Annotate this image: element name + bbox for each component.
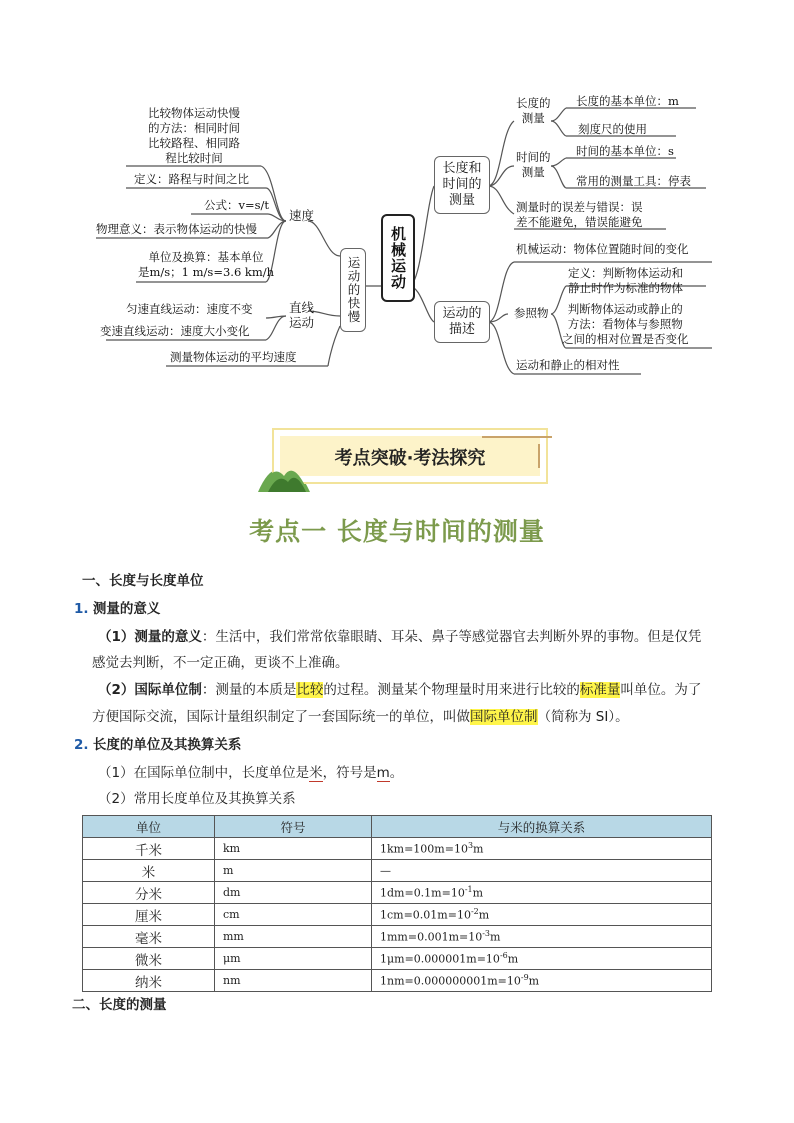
mechanical-motion-def: 机械运动：物体位置随时间的变化 xyxy=(516,242,689,256)
speed-physical-meaning: 物理意义：表示物体运动的快慢 xyxy=(96,222,257,236)
table-header-row xyxy=(83,816,712,838)
speed-definition: 定义：路程与时间之比 xyxy=(134,172,249,186)
time-unit: 时间的基本单位：s xyxy=(576,144,674,158)
mind-map-speed-branch: 运动的快慢 xyxy=(340,248,366,332)
point-1b-paragraph-cont: 方便国际交流，国际计量组织制定了一套国际统一的单位，叫做国际单位制（简称为 SI）。 xyxy=(92,709,629,725)
point-1a-paragraph: （1）测量的意义：生活中，我们常常依靠眼睛、耳朵、鼻子等感觉器官去判断外界的事物。但是仅凭 xyxy=(98,629,702,645)
header-symbol: 符号 xyxy=(215,816,372,838)
reference-definition: 定义：判断物体运动和 静止时作为标准的物体 xyxy=(568,266,683,295)
point-2a-paragraph: （1）在国际单位制中，长度单位是米，符号是m。 xyxy=(98,765,404,781)
time-tool: 常用的测量工具：停表 xyxy=(576,174,691,188)
length-unit-table xyxy=(82,815,712,992)
speed-compare-method: 比较物体运动快慢 的方法：相同时间 比较路程、相同路 程比较时间 xyxy=(148,106,240,165)
table-row: 米 m — xyxy=(83,860,712,882)
table-row: 微米 μm $1\mu m=0.000001m=10^{-6}m$ xyxy=(83,948,712,970)
mind-map xyxy=(96,86,712,378)
length-unit: 长度的基本单位：m xyxy=(576,94,679,108)
section-2-title: 二、长度的测量 xyxy=(72,997,167,1013)
table-row: 厘米 cm $1cm=0.01m=10^{-2}m$ xyxy=(83,904,712,926)
time-measure-label: 时间的 测量 xyxy=(516,150,551,179)
banner-title: 考点突破·考法探究 xyxy=(334,448,486,469)
mind-map-motion-desc: 运动的 描述 xyxy=(434,301,490,343)
variable-motion: 变速直线运动：速度大小变化 xyxy=(100,324,250,338)
header-unit: 单位 xyxy=(83,816,215,838)
mind-map-length-time: 长度和 时间的 测量 xyxy=(434,156,490,214)
section-1-title: 一、长度与长度单位 xyxy=(82,573,204,589)
length-measure-label: 长度的 测量 xyxy=(516,96,551,125)
point-2-title: 2. 长度的单位及其换算关系 xyxy=(74,737,242,753)
uniform-motion: 匀速直线运动：速度不变 xyxy=(126,302,253,316)
motion-relativity: 运动和静止的相对性 xyxy=(516,358,620,372)
point-1b-paragraph: （2）国际单位制：测量的本质是比较的过程。测量某个物理量时用来进行比较的标准量叫单位。为了 xyxy=(98,682,702,698)
linear-motion-label: 直线 运动 xyxy=(289,300,315,330)
measure-average-speed: 测量物体运动的平均速度 xyxy=(170,350,297,364)
topic-heading: 考点一 长度与时间的测量 xyxy=(249,517,545,546)
point-1a-paragraph-cont: 感觉去判断，不一定正确，更谈不上准确。 xyxy=(92,655,349,671)
measure-error: 测量时的误差与错误：误 差不能避免，错误能避免 xyxy=(516,200,643,229)
speed-formula: 公式：v=s/t xyxy=(204,198,270,212)
point-1-title: 1. 测量的意义 xyxy=(74,601,161,617)
mind-map-center: 机械运动 xyxy=(381,214,415,302)
table-row: 千米 km $1km=100m=10^3m$ xyxy=(83,838,712,860)
reference-label: 参照物 xyxy=(514,306,549,320)
mountain-icon-front xyxy=(258,452,318,492)
table-row: 分米 dm $1dm=0.1m=10^{-1}m$ xyxy=(83,882,712,904)
reference-judge: 判断物体运动或静止的 方法：看物体与参照物 之间的相对位置是否变化 xyxy=(562,302,689,346)
table-row: 纳米 nm $1nm=0.000000001m=10^{-9}m$ xyxy=(83,970,712,992)
speed-unit: 单位及换算：基本单位 是m/s；1 m/s=3.6 km/h xyxy=(138,250,275,279)
header-relation: 与米的换算关系 xyxy=(372,816,712,838)
table-row: 毫米 mm $1mm=0.001m=10^{-3}m$ xyxy=(83,926,712,948)
speed-label: 速度 xyxy=(289,208,315,223)
ruler-use: 刻度尺的使用 xyxy=(578,122,647,136)
point-2b-paragraph: （2）常用长度单位及其换算关系 xyxy=(98,791,296,807)
